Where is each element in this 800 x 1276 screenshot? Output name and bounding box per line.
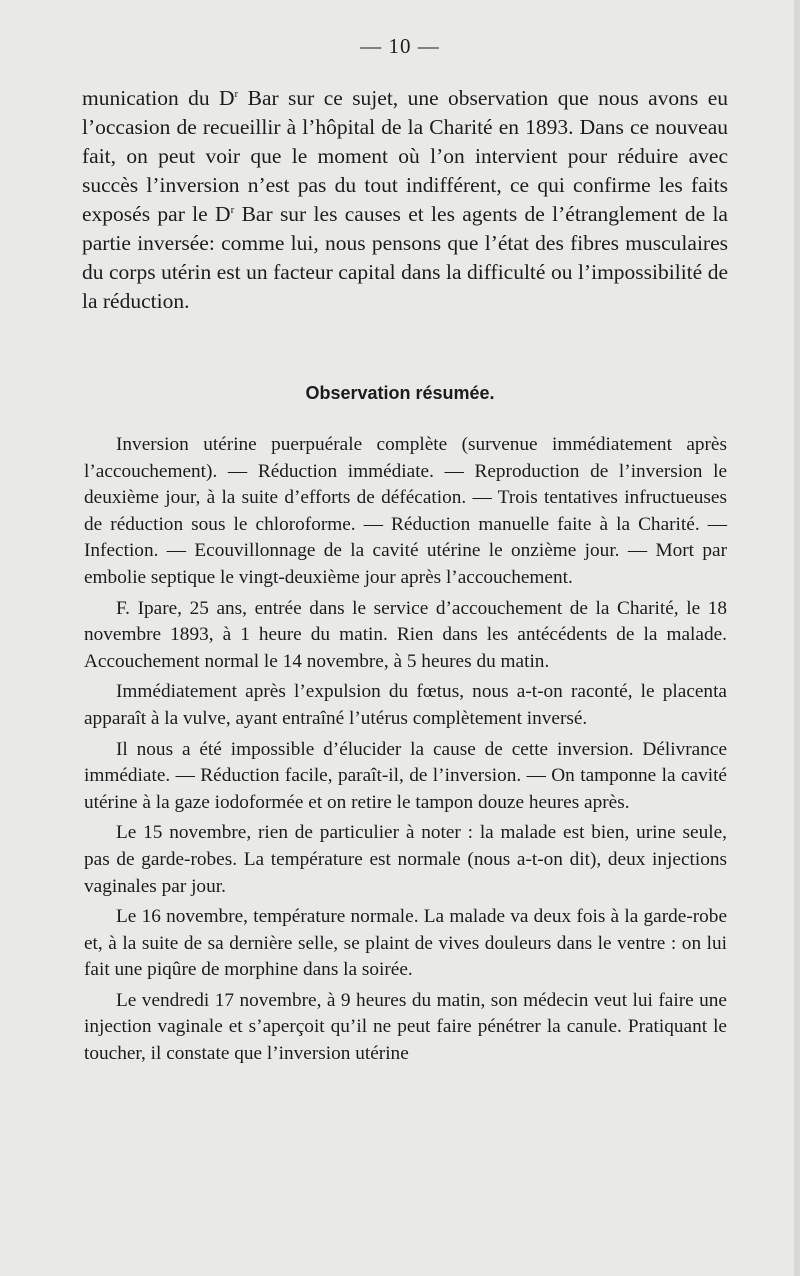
page-number: — 10 —	[360, 34, 440, 58]
body-paragraph: Il nous a été impossible d’élucider la cause de cette inversion. Délivrance immédiate. — Réduction facile, paraît-il, de l’inversion. — On tamponne la cavité utérine à la gaze iodoformée et on retire le tampon douze heures après.	[84, 738, 727, 813]
intro-superscript-2: r	[230, 204, 235, 216]
body-paragraph: F. Ipare, 25 ans, entrée dans le service d’accouchement de la Charité, le 18 novembre 1893, à 1 heure du matin. Rien dans les antécédents de la malade. Accouchement normal le 14 novembre, à 5 heures du matin.	[84, 597, 727, 672]
intro-text-part-3: Bar sur les causes et les agents de l’étranglement de la partie inversée: comme lui, nous pensons que l’état des fibres musculaires du corps utérin est un facteur capital dans la difficulté ou l’impossibilité de la réduction.	[82, 202, 728, 313]
body-paragraph: Le 16 novembre, température normale. La malade va deux fois à la garde-robe et, à la suite de sa dernière selle, se plaint de vives douleurs dans le ventre : on lui fait une piqûre de morphine dans la soirée.	[84, 906, 727, 981]
section-title: Observation résumée.	[305, 383, 495, 403]
body-paragraph: Immédiatement après l’expulsion du fœtus, nous a-t-on raconté, le placenta apparaît à la vulve, ayant entraîné l’utérus complètement inversé.	[84, 681, 727, 729]
body-paragraph: Le 15 novembre, rien de particulier à noter : la malade est bien, urine seule, pas de garde-robes. La température est normale (nous a-t-on dit), deux injections vaginales par jour.	[84, 822, 727, 897]
intro-text-part-2: Bar sur ce sujet, une observation que nous avons eu l’occasion de recueillir à l’hôpital de la Charité en 1893. Dans ce nouveau fait, on peut voir que le moment où l’on intervient pour réduire avec succès l’inversion n’est pas du tout indifférent, ce qui confirme les faits exposés par le D	[82, 86, 728, 226]
intro-text	[82, 84, 728, 316]
intro-paragraph	[82, 84, 728, 316]
body-paragraph: Le vendredi 17 novembre, à 9 heures du matin, son médecin veut lui faire une injection vaginale et s’aperçoit qu’il ne peut faire pénétrer la canule. Pratiquant le toucher, il constate que l’inversion utérine	[84, 989, 727, 1065]
page-edge	[794, 0, 800, 1276]
intro-superscript-1: r	[234, 88, 239, 100]
observation-summary: Inversion utérine puerpuérale complète (survenue immédiatement après l’accouchement). — Réduction immédiate. — Reproduction de l’inversion le deuxième jour, à la suite d’efforts de défécation. — Trois tentatives infructueuses de réduction sous le chloroforme. — Réduction manuelle faite à la Charité. — Infection. — Ecouvillonnage de la cavité utérine le onzième jour. — Mort par embolie septique le vingt-deuxième jour après l’accouchement.	[84, 434, 727, 588]
observation-body	[84, 432, 727, 1068]
intro-text-part-1: munication du D	[82, 86, 235, 110]
